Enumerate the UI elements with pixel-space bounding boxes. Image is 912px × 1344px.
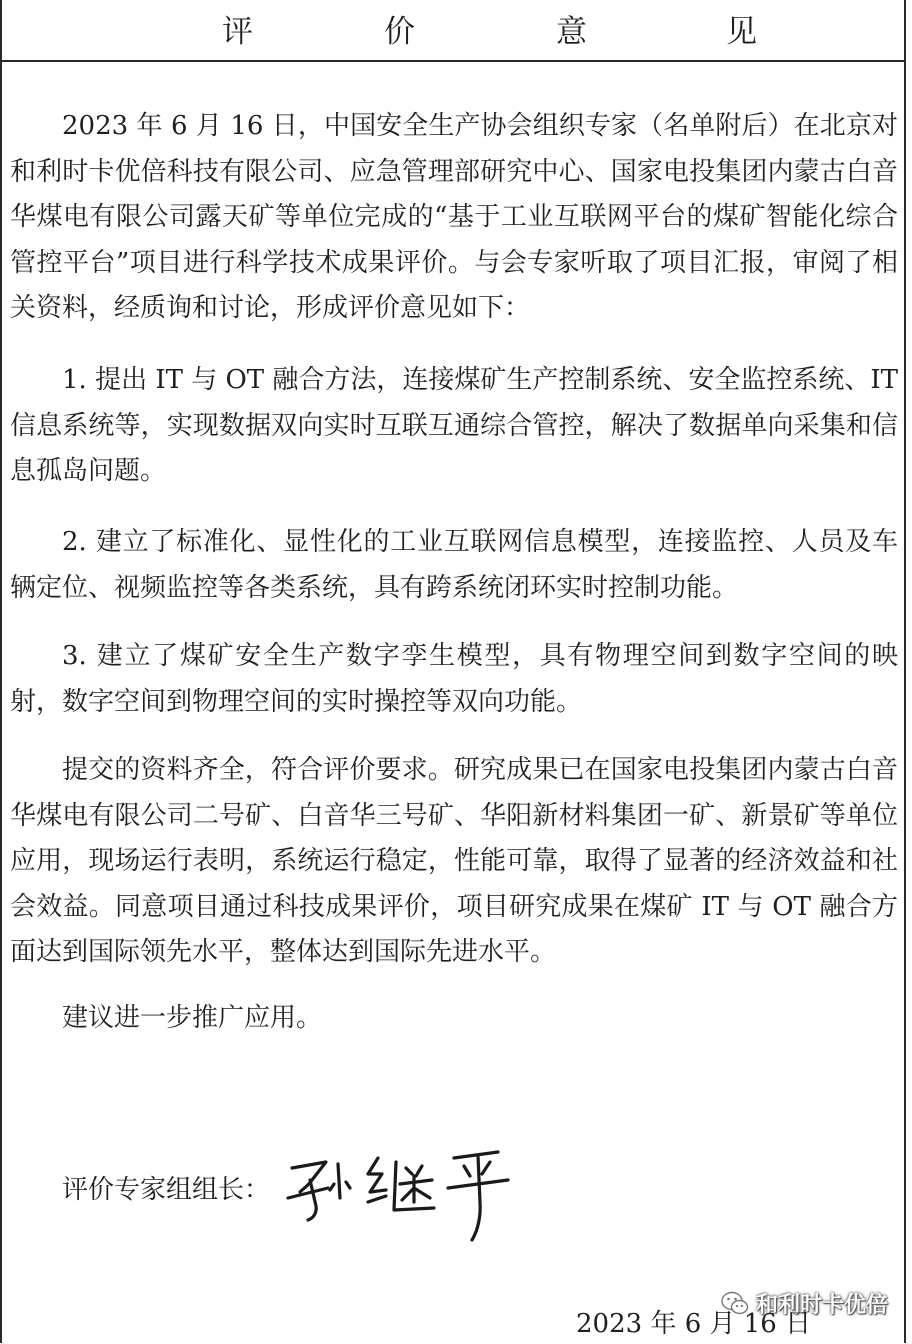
handwritten-signature [282, 1140, 522, 1250]
title-char-2: 价 [384, 14, 415, 50]
title-char-1: 评 [222, 14, 253, 50]
signature-label: 评价专家组组长： [62, 1175, 271, 1205]
summary-paragraph: 提交的资料齐全，符合评价要求。研究成果已在国家电投集团内蒙古白音华煤电有限公司二号矿、白音华三号矿、华阳新材料集团一矿、新景矿等单位应用，现场运行表明，系统运行稳定，性能可靠，取得了显著的经济效益和社会效益。同意项目通过科技成果评价，项目研究成果在煤矿 IT 与 OT 融合方面达到国际领先水平，整体达到国际先进水平。 [10, 755, 898, 967]
document-header [0, 0, 906, 62]
signature-block [62, 1140, 562, 1250]
opinion-item-2: 2. 建立了标准化、显性化的工业互联网信息模型，连接监控、人员及车辆定位、视频监控等各类系统，具有跨系统闭环实时控制功能。 [10, 527, 898, 603]
watermark-text: 和利时卡优倍 [756, 1292, 889, 1318]
document-date: 2023 年 6 月 16 日 [576, 1309, 812, 1339]
title-char-4: 见 [726, 14, 757, 50]
suggestion-paragraph: 建议进一步推广应用。 [62, 1003, 323, 1033]
opinion-item-3: 3. 建立了煤矿安全生产数字孪生模型，具有物理空间到数字空间的映射，数字空间到物理空间的实时操控等双向功能。 [10, 641, 898, 717]
opinion-item-1: 1. 提出 IT 与 OT 融合方法，连接煤矿生产控制系统、安全监控系统、IT 信息系统等，实现数据双向实时互联互通综合管控，解决了数据单向采集和信息孤岛问题。 [10, 365, 899, 486]
title-char-3: 意 [556, 14, 587, 50]
intro-paragraph: 2023 年 6 月 16 日，中国安全生产协会组织专家（名单附后）在北京对和利时卡优倍科技有限公司、应急管理部研究中心、国家电投集团内蒙古白音华煤电有限公司露天矿等单位完成的“基于工业互联网平台的煤矿智能化综合管控平台”项目进行科学技术成果评价。与会专家听取了项目汇报，审阅了相关资料，经质询和讨论，形成评价意见如下： [10, 111, 898, 323]
